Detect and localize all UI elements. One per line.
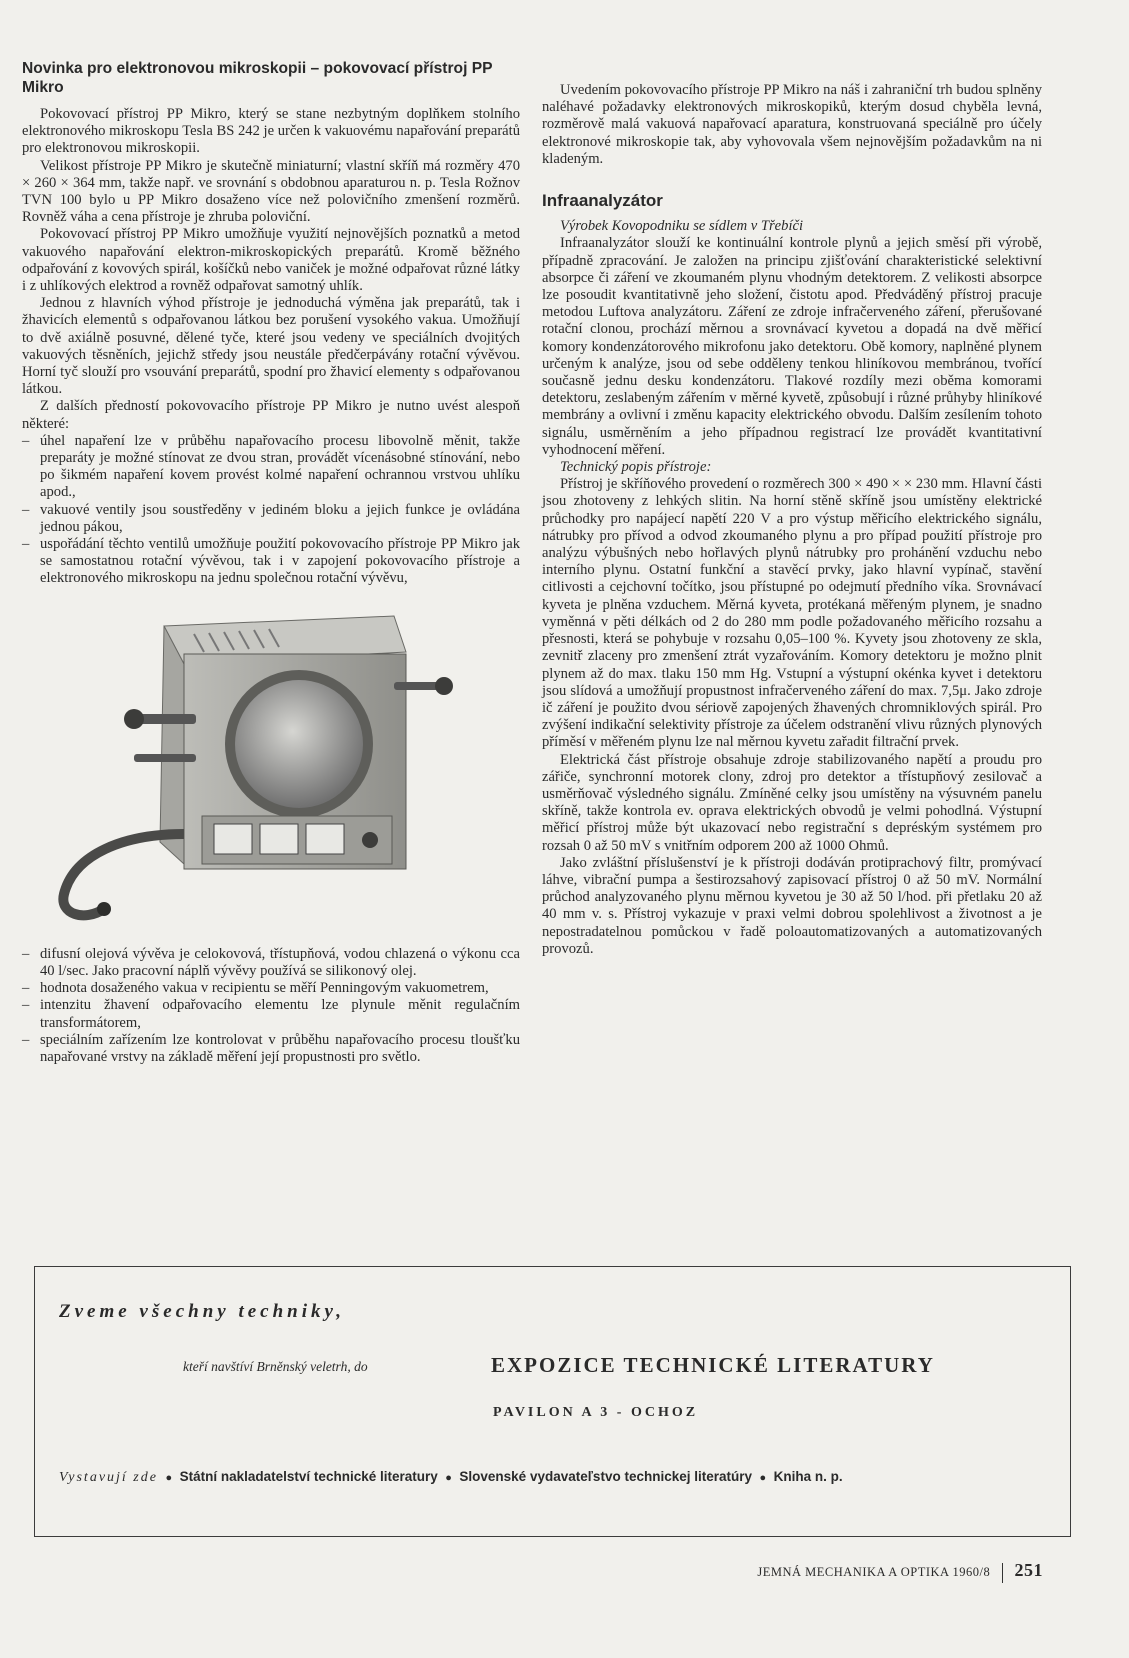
exhibitor-name: Státní nakladatelství technické literatury [179, 1469, 438, 1484]
divider [1002, 1563, 1003, 1583]
list-item: – speciálním zařízením lze kontrolovat v průběhu napařovacího procesu tloušťku napařované vrstvy na základě měření její propustnosti pro světlo. [22, 1032, 520, 1066]
advert-box [34, 1266, 1071, 1537]
list-item: – difusní olejová vývěva je celokovová, třístupňová, vodou chlazená o výkonu cca 40 l/sec. Jako pracovní náplň vývěvy používá se silikonový olej. [22, 946, 520, 980]
list-item: – uspořádání těchto ventilů umožňuje použití pokovovacího přístroje PP Mikro jak se samostatnou rotační vývěvou, tak i v zapojení pokovovacího přístroje a elektronového mikroskopu na jednu společnou rotační vývěvu, [22, 536, 520, 588]
paragraph: Uvedením pokovovacího přístroje PP Mikro na náš i zahraniční trh budou splněny naléhavé požadavky elektronových mikroskopiků, kterým dosud chyběla levná, rozměrově malá vakuová napařovací aparatura, konstruovaná speciálně pro účely elektronové mikroskopie tak, aby vyhovovala všem nejnovějším požadavkům na ni kladeným. [542, 82, 1042, 167]
bullet-icon: ● [165, 1472, 173, 1484]
list-item: – hodnota dosaženého vakua v recipientu se měří Penningovým vakuometrem, [22, 980, 520, 997]
paragraph: Infraanalyzátor slouží ke kontinuální kontrole plynů a jejich směsí při výrobě, případně zpracování. Je založen na principu zjišťování charakteristické selektivní absorpce či záření ve zkoumaném plynu vhodným detektorem. Z velikosti absorpce lze posoudit kvantitativně jeho složení, čistotu apod. Předváděný přístroj pracuje metodou Luftova analyzátoru. Záření ze zdroje infračerveného záření, přerušované rotační clonou, prochází měrnou a srovnávací kyvetou a dopadá na dvě měřicí komory kondenzátorového mikrofonu jako detektoru. Obě komory, naplněné plynem určeným k analýze, jsou od sebe odděleny tenkou hliníkovou membránou, tvořící současně jednu desku kondenzátoru. Tlakové rozdíly mezi oběma komorami detektoru, zeslabeným zářením v měrné kyvetě, způsobují i různé průhyby hliníkové membrány a ovlivní i změnu kapacity elektrického obvodu. Dalším zesílením tohoto signálu, usměrněním a jeho případnou registrací lze provádět kvantitativní vyhodnocení měření. [542, 235, 1042, 458]
paragraph: Jednou z hlavních výhod přístroje je jednoduchá výměna jak preparátů, tak i žhavicích elementů s odpařovanou látkou bez porušení vysokého vakua. Umožňují to dvě axiálně posuvné, dělené tyče, které jsou vedeny ve speciálních dvojitých vakuových těsněních, jejichž středy jsou neustále předčerpávány rotační vývěvou. Horní tyč slouží pro vsouvání preparátů, spodní pro žhavicí elementy s odpařovanou látkou. [22, 295, 520, 398]
advert-title: EXPOZICE TECHNICKÉ LITERATURY [491, 1353, 935, 1377]
paragraph: Přístroj je skříňového provedení o rozměrech 300 × 490 × × 230 mm. Hlavní části jsou zhotoveny z lehkých slitin. Na horní stěně skříně jsou umístěny elektrické průchodky pro napájecí napětí 220 V a pro výstup měřicího elektrického signálu, nátrubky pro přívod a odvod zkoumaného plynu a pro případ použití přístroje pro analýzu výbušných nebo hořlavých plynů nátrubky pro prohánění vzduchu nebo interního plynu. Ostatní funkční a stavěcí prvky, jako hlavní vypínač, stavění citlivosti a cejchovní točítko, jsou přístupné po odejmutí předního víka. Srovnávací kyveta je plněna vzduchem. Měrná kyveta, protékaná měřeným plynem, je snadno vyměnná v pěti délkách od 2 do 280 mm podle požadovaného měřicího rozsahu a přesnosti, která se pohybuje v rozsahu 0,05–100 %. Kyvety jsou zhotoveny ze skla, zevnitř zlaceny pro zmenšení ztrát vyzařováním. Komory detektoru je možno plnit plynem až do max. tlaku 150 mm Hg. Vstupní a výstupní okénka kyvet i detektoru jsou slídová a umožňují propustnost infračerveného záření do max. 7,5μ. Jako zdroje ič záření je použito dvou sériově zapojených žhavených chromniklových spirál. Pro zvýšení indikační selektivity přístroje za účelem odstranění vlivu různých plynových příměsí v měřeném plynu lze nal měrnou kyvetu zařadit filtrační prvek. [542, 476, 1042, 751]
advert-exhibitors [59, 1469, 843, 1486]
exhibitor-name: Slovenské vydavateľstvo technickej literatúry [459, 1469, 752, 1484]
paragraph: Pokovovací přístroj PP Mikro, který se stane nezbytným doplňkem stolního elektronového mikroskopu Tesla BS 242 je určen k vakuovému napařování preparátů pro elektronovou mikroskopii. [22, 106, 521, 157]
advert-pavilon: PAVILON A 3 - OCHOZ [493, 1405, 699, 1420]
paragraph: Velikost přístroje PP Mikro je skutečně miniaturní; vlastní skříň má rozměry 470 × 260 × 364 mm, takže např. ve srovnání s obdobnou aparaturou n. p. Tesla Rožnov TVN 100 bylo u PP Mikro dosaženo více než polovičního zmenšení rozměrů. Rovněž váha a cena přístroje je zhruba poloviční. [22, 157, 520, 226]
exhibitor-name: Kniha n. p. [773, 1469, 843, 1484]
section-subheading: Výrobek Kovopodniku se sídlem v Třebíči [560, 218, 804, 235]
left-column [22, 59, 520, 1066]
page-number: 251 [1014, 1560, 1043, 1580]
list-item: – intenzitu žhavení odpařovacího elementu lze plynule měnit regulačním transformátorem, [22, 997, 520, 1031]
bullet-icon: ● [759, 1472, 767, 1484]
paragraph: Pokovovací přístroj PP Mikro umožňuje využití nejnovějších poznatků a metod vakuového napařování elektron-mikroskopických preparátů. Kromě běžného odpařování z kovových spirál, košíčků nebo vaniček je možné odpařovat různé látky i z uhlíkových elektrod a rovněž odpařovat samotný uhlík. [22, 226, 520, 295]
advert-invitation: Zveme všechny techniky, [59, 1301, 345, 1322]
section-heading: Infraanalyzátor [542, 191, 663, 211]
paragraph: Z dalších předností pokovovacího přístroje PP Mikro je nutno uvést alespoň některé: [22, 398, 520, 432]
article-title: Novinka pro elektronovou mikroskopii – pokovovací přístroj PP Mikro [22, 60, 493, 96]
page-footer [757, 1560, 1043, 1583]
device-photo [34, 604, 474, 934]
feature-list [22, 433, 520, 588]
right-column [542, 82, 1042, 958]
journal-name: JEMNÁ MECHANIKA A OPTIKA 1960/8 [757, 1565, 991, 1579]
paragraph: Elektrická část přístroje obsahuje zdroje stabilizovaného napětí a proudu pro zářiče, synchronní motorek clony, zdroj pro detektor a třístupňový zesilovač a usměrňovač výsledného signálu. Zmíněné celky jsou umístěny na výsuvném panelu skříně, takže kontrola ev. oprava elektrických obvodů je velmi pohodlná. Výstupní měřicí přístroj může být ukazovací nebo registrační s depréským systémem pro rozsah 0 až 50 mV s vnitřním odporem 200 až 1000 Ohmů. [542, 751, 1042, 854]
paragraph: Jako zvláštní příslušenství je k přístroji dodáván protiprachový filtr, promývací láhve, vibrační pumpa a šestirozsahový zapisovací přístroj 0 až 50 mV. Normální průchod analyzovaného plynu měrnou kyvetou je 30 až 50 l/hod. při přetlaku 20 až 40 mm v. s. Přístroj vykazuje v praxi velmi dobrou spolehlivost a životnost a je nepostradatelnou pomůckou v řadě poloautomatizovaných a automatizovaných provozů. [542, 854, 1042, 957]
exhibitors-label: Vystavují zde [59, 1470, 158, 1485]
list-item: – úhel napaření lze v průběhu napařovacího procesu libovolně měnit, takže preparáty je možné stínovat ze dvou stran, provádět vícenásobné stínování, nebo po šikmém napaření kovem provést kolmé napaření ochrannou vrstvou uhlíku apod., [22, 433, 520, 502]
advert-subline: kteří navštíví Brněnský veletrh, do [183, 1359, 368, 1374]
feature-list [22, 946, 520, 1066]
tech-heading: Technický popis přístroje: [560, 459, 712, 476]
list-item: – vakuové ventily jsou soustředěny v jediném bloku a jejich funkce je ovládána jednou pákou, [22, 502, 520, 536]
bullet-icon: ● [445, 1472, 452, 1484]
